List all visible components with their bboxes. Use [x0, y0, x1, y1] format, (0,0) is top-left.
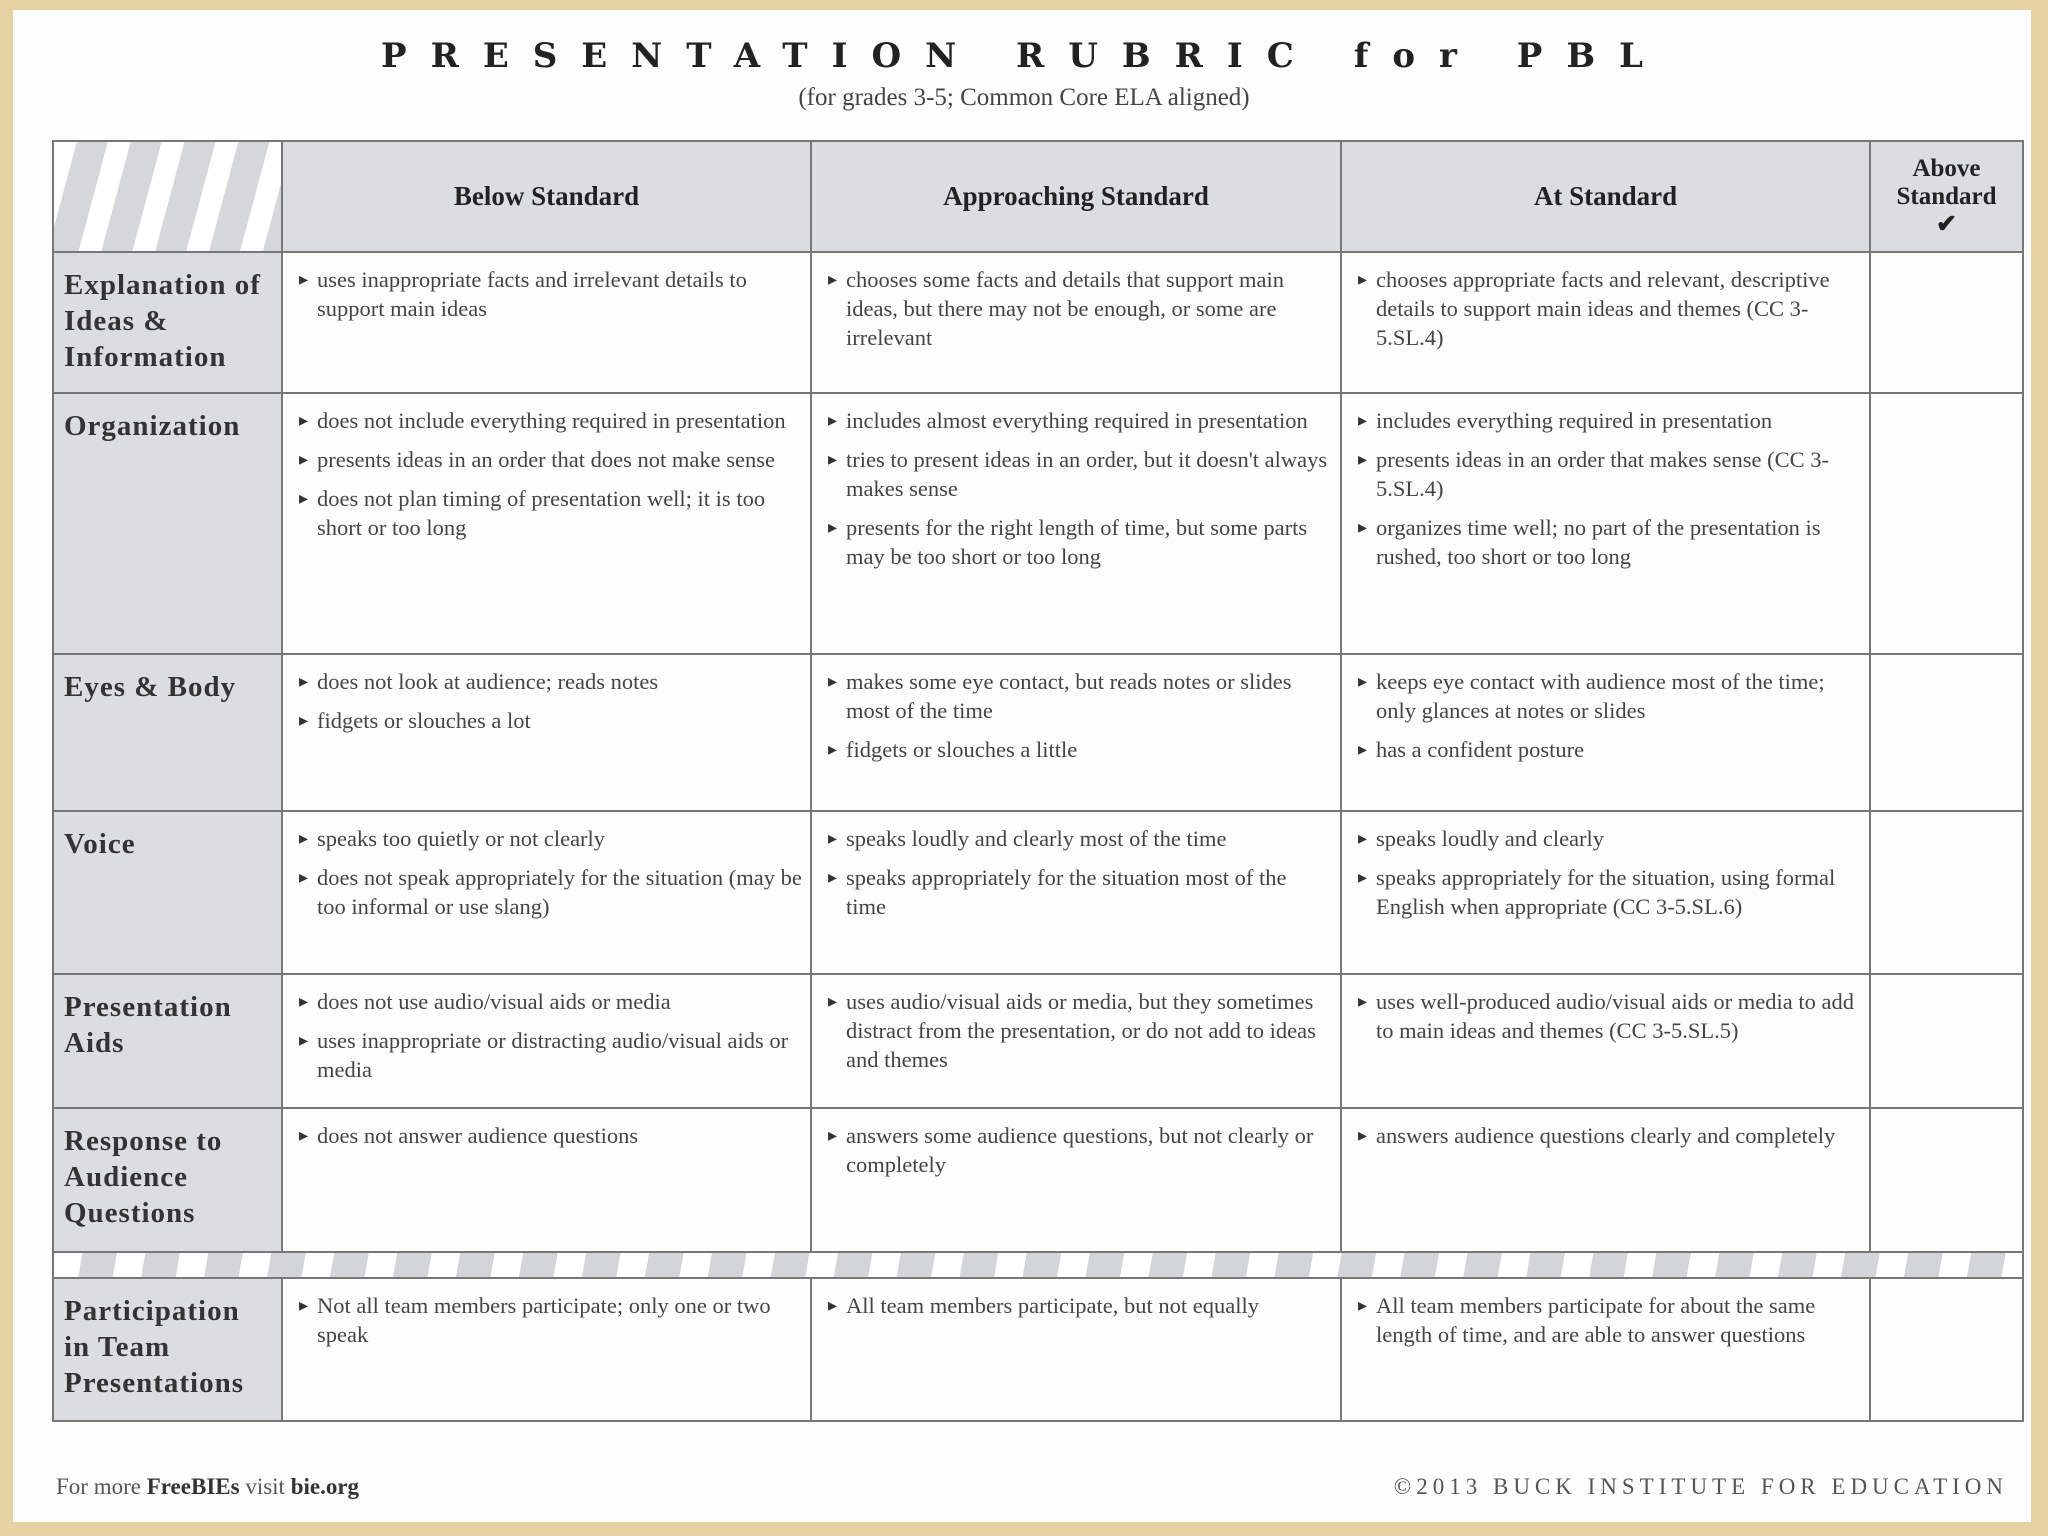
cell-below: [282, 393, 811, 654]
table-row: [53, 811, 2023, 974]
bullet-item: ▸ All team members participate for about the same length of time, and are able to answer questions: [1358, 1291, 1861, 1349]
bullet-item: ▸ includes almost everything required in presentation: [828, 406, 1332, 435]
bullet-item: ▸ Not all team members participate; only one or two speak: [299, 1291, 802, 1349]
bullet-item: ▸ does not include everything required in presentation: [299, 406, 802, 435]
header-approaching-standard: Approaching Standard: [811, 141, 1341, 252]
footer-copyright: ©2013 BUCK INSTITUTE FOR EDUCATION: [1393, 1474, 2008, 1499]
bullet-item: ▸ does not use audio/visual aids or media: [299, 987, 802, 1016]
table-row: [53, 654, 2023, 811]
bullet-item: ▸ does not look at audience; reads notes: [299, 667, 802, 696]
footer-prefix: For more: [56, 1474, 147, 1499]
cell-above-checkbox[interactable]: [1870, 654, 2023, 811]
cell-above-checkbox[interactable]: [1870, 974, 2023, 1108]
cell-approaching: [811, 1108, 1341, 1252]
cell-above-checkbox[interactable]: [1870, 393, 2023, 654]
header-below-standard: Below Standard: [282, 141, 811, 252]
bullet-item: ▸ fidgets or slouches a little: [828, 735, 1332, 764]
table-row: [53, 252, 2023, 393]
bullet-item: ▸ keeps eye contact with audience most of the time; only glances at notes or slides: [1358, 667, 1861, 725]
table-row: [53, 1278, 2023, 1421]
cell-at: [1341, 1278, 1870, 1421]
cell-approaching: [811, 1278, 1341, 1421]
bullet-item: ▸ presents for the right length of time, but some parts may be too short or too long: [828, 513, 1332, 571]
bullet-item: ▸ does not plan timing of presentation well; it is too short or too long: [299, 484, 802, 542]
bullet-item: ▸ answers audience questions clearly and completely: [1358, 1121, 1861, 1150]
bullet-item: ▸ speaks loudly and clearly: [1358, 824, 1861, 853]
page-subtitle: (for grades 3-5; Common Core ELA aligned): [798, 84, 1250, 111]
bullet-item: ▸ presents ideas in an order that makes sense (CC 3-5.SL.4): [1358, 445, 1861, 503]
cell-at: [1341, 252, 1870, 393]
bullet-item: ▸ uses well-produced audio/visual aids or media to add to main ideas and themes (CC 3-5.SL.5): [1358, 987, 1861, 1045]
cell-approaching: [811, 811, 1341, 974]
table-row: [53, 1108, 2023, 1252]
bullet-item: ▸ does not answer audience questions: [299, 1121, 802, 1150]
bullet-item: ▸ does not speak appropriately for the situation (may be too informal or use slang): [299, 863, 802, 921]
cell-at: [1341, 1108, 1870, 1252]
table-row: [53, 974, 2023, 1108]
stripe-divider: [53, 1252, 2023, 1278]
header-row: [53, 141, 2023, 252]
cell-approaching: [811, 974, 1341, 1108]
footer-freebies: [56, 1474, 359, 1500]
bullet-item: ▸ organizes time well; no part of the presentation is rushed, too short or too long: [1358, 513, 1861, 571]
bullet-item: ▸ has a confident posture: [1358, 735, 1861, 764]
cell-at: [1341, 811, 1870, 974]
cell-above-checkbox[interactable]: [1870, 1108, 2023, 1252]
cell-approaching: [811, 252, 1341, 393]
bullet-item: ▸ includes everything required in presentation: [1358, 406, 1861, 435]
footer-link[interactable]: bie.org: [290, 1474, 360, 1499]
bullet-item: ▸ uses inappropriate facts and irrelevant details to support main ideas: [299, 265, 802, 323]
bullet-item: ▸ speaks loudly and clearly most of the time: [828, 824, 1332, 853]
rubric-table: [52, 140, 2024, 1422]
cell-above-checkbox[interactable]: [1870, 1278, 2023, 1421]
cell-below: [282, 974, 811, 1108]
bullet-item: ▸ uses audio/visual aids or media, but they sometimes distract from the presentation, or do not add to ideas and themes: [828, 987, 1332, 1074]
above-standard-label: Above Standard: [1896, 154, 1997, 210]
footer-visit: visit: [239, 1474, 291, 1499]
bullet-item: ▸ chooses appropriate facts and relevant, descriptive details to support main ideas and themes (CC 3-5.SL.4): [1358, 265, 1861, 352]
bullet-item: ▸ All team members participate, but not equally: [828, 1291, 1332, 1320]
table-row: [53, 393, 2023, 654]
bullet-item: ▸ fidgets or slouches a lot: [299, 706, 802, 735]
cell-at: [1341, 654, 1870, 811]
cell-approaching: [811, 654, 1341, 811]
bullet-item: ▸ tries to present ideas in an order, but it doesn't always makes sense: [828, 445, 1332, 503]
bullet-item: ▸ chooses some facts and details that support main ideas, but there may not be enough, or some are irrelevant: [828, 265, 1332, 352]
bullet-item: ▸ speaks appropriately for the situation, using formal English when appropriate (CC 3-5.SL.6): [1358, 863, 1861, 921]
criterion-label: Eyes & Body: [53, 654, 282, 811]
bullet-item: ▸ presents ideas in an order that does not make sense: [299, 445, 802, 474]
criterion-label: Organization: [53, 393, 282, 654]
stripe-cell: [53, 1252, 2023, 1278]
criterion-label: Response to Audience Questions: [53, 1108, 282, 1252]
cell-approaching: [811, 393, 1341, 654]
header-at-standard: At Standard: [1341, 141, 1870, 252]
bullet-item: ▸ answers some audience questions, but not clearly or completely: [828, 1121, 1332, 1179]
cell-above-checkbox[interactable]: [1870, 811, 2023, 974]
cell-at: [1341, 974, 1870, 1108]
bullet-item: ▸ uses inappropriate or distracting audio/visual aids or media: [299, 1026, 802, 1084]
header-above-standard: [1870, 141, 2023, 252]
cell-at: [1341, 393, 1870, 654]
cell-below: [282, 1108, 811, 1252]
criterion-label: Presentation Aids: [53, 974, 282, 1108]
bullet-item: ▸ speaks too quietly or not clearly: [299, 824, 802, 853]
cell-below: [282, 654, 811, 811]
cell-below: [282, 252, 811, 393]
bullet-item: ▸ makes some eye contact, but reads notes or slides most of the time: [828, 667, 1332, 725]
cell-below: [282, 811, 811, 974]
page-title: PRESENTATION RUBRIC for PBL: [381, 36, 1667, 76]
footer-freebies-bold: FreeBIEs: [146, 1474, 240, 1499]
criterion-label: Voice: [53, 811, 282, 974]
checkmark-icon: ✔: [1936, 210, 1957, 238]
criterion-label: Explanation of Ideas & Information: [53, 252, 282, 393]
cell-above-checkbox[interactable]: [1870, 252, 2023, 393]
corner-cell: [53, 141, 282, 252]
criterion-label: Participation in Team Presentations: [53, 1278, 282, 1421]
bullet-item: ▸ speaks appropriately for the situation most of the time: [828, 863, 1332, 921]
cell-below: [282, 1278, 811, 1421]
